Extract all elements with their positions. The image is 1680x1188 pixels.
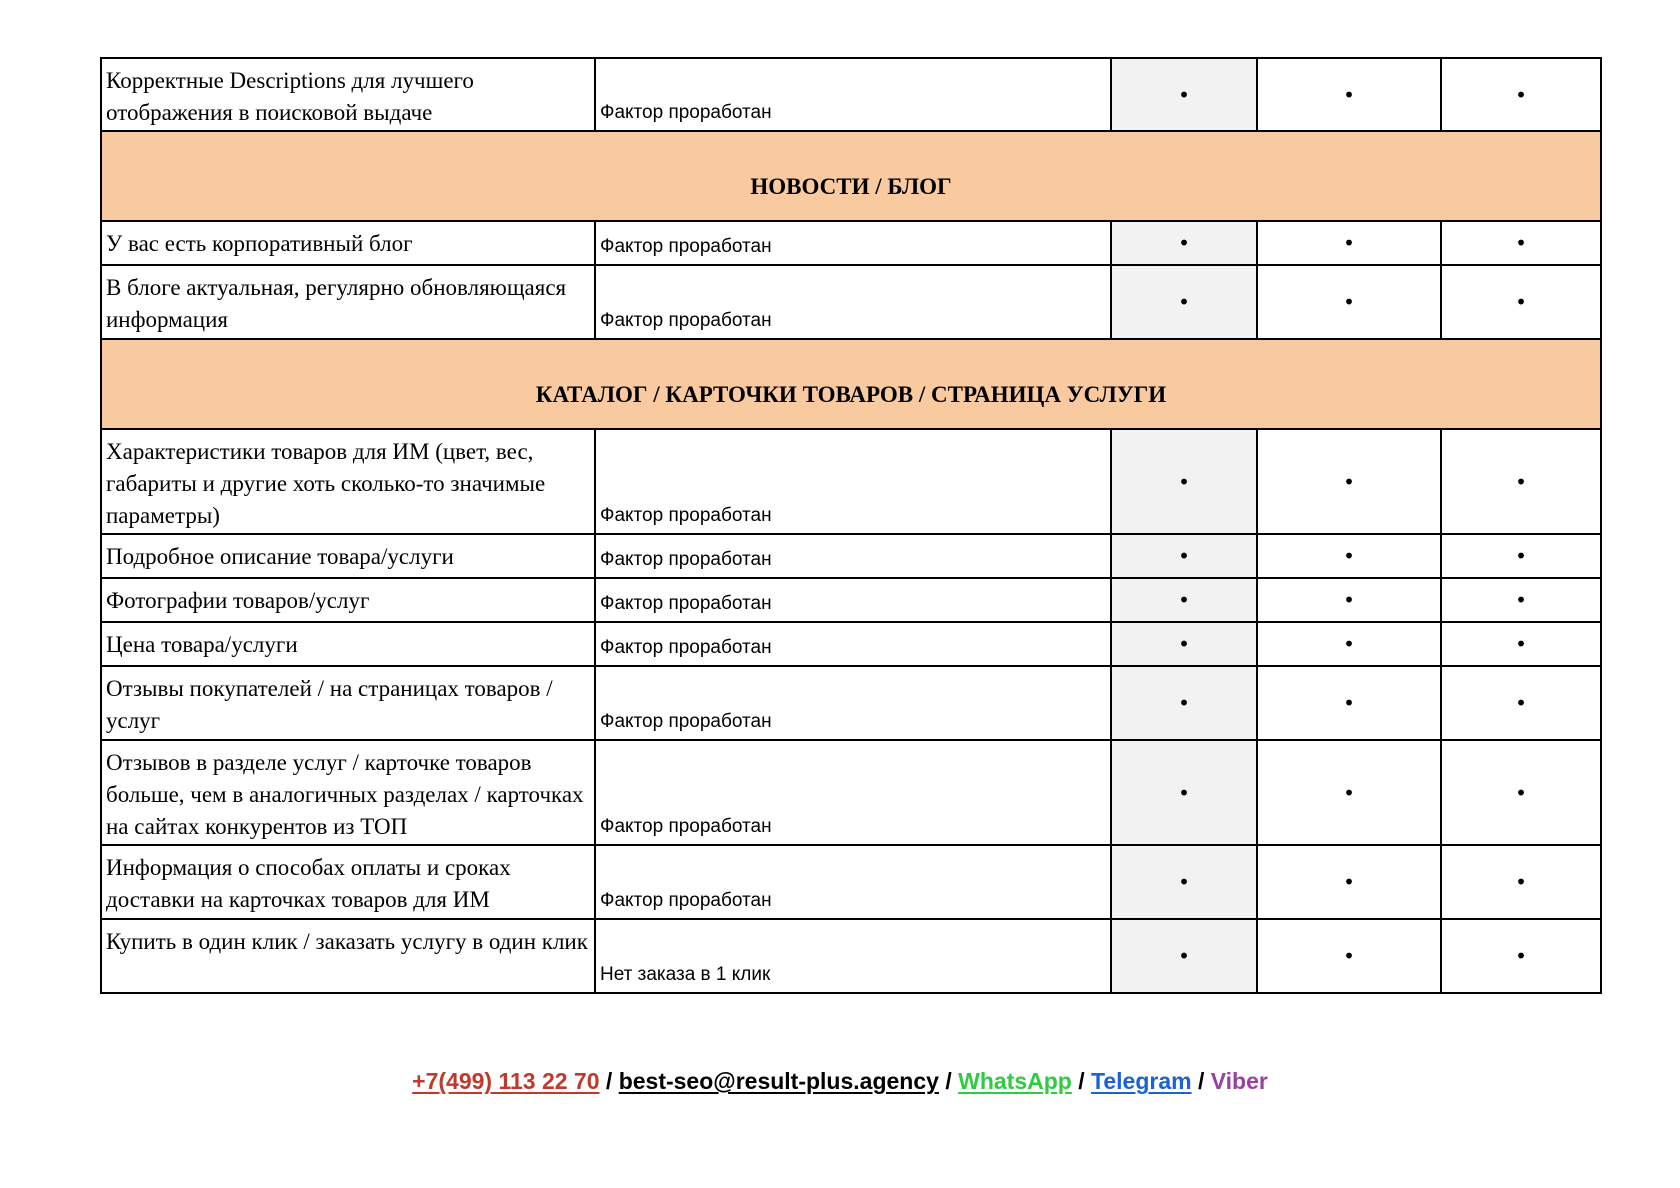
mark-cell: • — [1111, 534, 1257, 578]
table-row — [101, 221, 1601, 265]
mark-cell: • — [1441, 919, 1601, 993]
section-header-row — [101, 339, 1601, 429]
mark-cell: • — [1257, 534, 1441, 578]
mark-cell: • — [1111, 221, 1257, 265]
mark-cell: • — [1111, 666, 1257, 740]
mark-cell: • — [1111, 919, 1257, 993]
mark-cell: • — [1111, 845, 1257, 919]
factor-cell: Корректные Descriptions для лучшего отображения в поисковой выдаче — [101, 58, 595, 131]
status-cell: Фактор проработан — [595, 666, 1111, 740]
table-row — [101, 265, 1601, 339]
mark-cell: • — [1257, 265, 1441, 339]
factor-cell: Отзывов в разделе услуг / карточке товаров больше, чем в аналогичных разделах / карточках на сайтах конкурентов из ТОП — [101, 740, 595, 845]
factor-cell: Подробное описание товара/услуги — [101, 534, 595, 578]
mark-cell: • — [1441, 845, 1601, 919]
table-row — [101, 429, 1601, 534]
status-cell: Фактор проработан — [595, 58, 1111, 131]
section-title: КАТАЛОГ / КАРТОЧКИ ТОВАРОВ / СТРАНИЦА УСЛУГИ — [101, 339, 1601, 429]
mark-cell: • — [1441, 429, 1601, 534]
status-cell: Фактор проработан — [595, 534, 1111, 578]
mark-cell: • — [1441, 534, 1601, 578]
status-cell: Фактор проработан — [595, 740, 1111, 845]
mark-cell: • — [1257, 429, 1441, 534]
telegram-link[interactable]: Telegram — [1091, 1068, 1192, 1094]
mark-cell: • — [1257, 58, 1441, 131]
status-cell: Фактор проработан — [595, 578, 1111, 622]
section-header-row — [101, 131, 1601, 221]
mark-cell: • — [1111, 58, 1257, 131]
factor-cell: Купить в один клик / заказать услугу в один клик — [101, 919, 595, 993]
mark-cell: • — [1441, 265, 1601, 339]
mark-cell: • — [1111, 740, 1257, 845]
mark-cell: • — [1257, 666, 1441, 740]
table-row — [101, 578, 1601, 622]
mark-cell: • — [1111, 429, 1257, 534]
status-cell: Фактор проработан — [595, 221, 1111, 265]
table-row — [101, 58, 1601, 131]
checklist-body — [101, 58, 1601, 993]
contact-footer — [0, 1068, 1680, 1095]
status-cell: Фактор проработан — [595, 622, 1111, 666]
factor-cell: Характеристики товаров для ИМ (цвет, вес, габариты и другие хоть сколько-то значимые параметры) — [101, 429, 595, 534]
mark-cell: • — [1441, 221, 1601, 265]
separator: / — [599, 1068, 619, 1094]
mark-cell: • — [1111, 622, 1257, 666]
factor-cell: Фотографии товаров/услуг — [101, 578, 595, 622]
mark-cell: • — [1257, 622, 1441, 666]
mark-cell: • — [1257, 845, 1441, 919]
mark-cell: • — [1441, 740, 1601, 845]
mark-cell: • — [1441, 58, 1601, 131]
status-cell: Фактор проработан — [595, 845, 1111, 919]
mark-cell: • — [1257, 578, 1441, 622]
table-row — [101, 666, 1601, 740]
mark-cell: • — [1441, 622, 1601, 666]
factor-cell: Цена товара/услуги — [101, 622, 595, 666]
mark-cell: • — [1111, 578, 1257, 622]
mark-cell: • — [1257, 221, 1441, 265]
mark-cell: • — [1257, 740, 1441, 845]
mark-cell: • — [1441, 578, 1601, 622]
table-row — [101, 534, 1601, 578]
table-row — [101, 919, 1601, 993]
mark-cell: • — [1111, 265, 1257, 339]
section-title: НОВОСТИ / БЛОГ — [101, 131, 1601, 221]
status-cell: Нет заказа в 1 клик — [595, 919, 1111, 993]
factor-cell: У вас есть корпоративный блог — [101, 221, 595, 265]
factor-cell: Отзывы покупателей / на страницах товаров / услуг — [101, 666, 595, 740]
separator: / — [1191, 1068, 1211, 1094]
factor-cell: В блоге актуальная, регулярно обновляющаяся информация — [101, 265, 595, 339]
separator: / — [1071, 1068, 1091, 1094]
table-row — [101, 740, 1601, 845]
separator: / — [938, 1068, 959, 1094]
viber-link[interactable]: Viber — [1210, 1068, 1268, 1094]
status-cell: Фактор проработан — [595, 429, 1111, 534]
phone-link[interactable]: +7(499) 113 22 70 — [412, 1068, 600, 1094]
factor-cell: Информация о способах оплаты и сроках доставки на карточках товаров для ИМ — [101, 845, 595, 919]
table-row — [101, 845, 1601, 919]
email-link[interactable]: best-seo@result-plus.agency — [618, 1068, 939, 1094]
table-row — [101, 622, 1601, 666]
mark-cell: • — [1441, 666, 1601, 740]
status-cell: Фактор проработан — [595, 265, 1111, 339]
mark-cell: • — [1257, 919, 1441, 993]
whatsapp-link[interactable]: WhatsApp — [958, 1068, 1072, 1094]
seo-checklist-table — [100, 57, 1602, 994]
